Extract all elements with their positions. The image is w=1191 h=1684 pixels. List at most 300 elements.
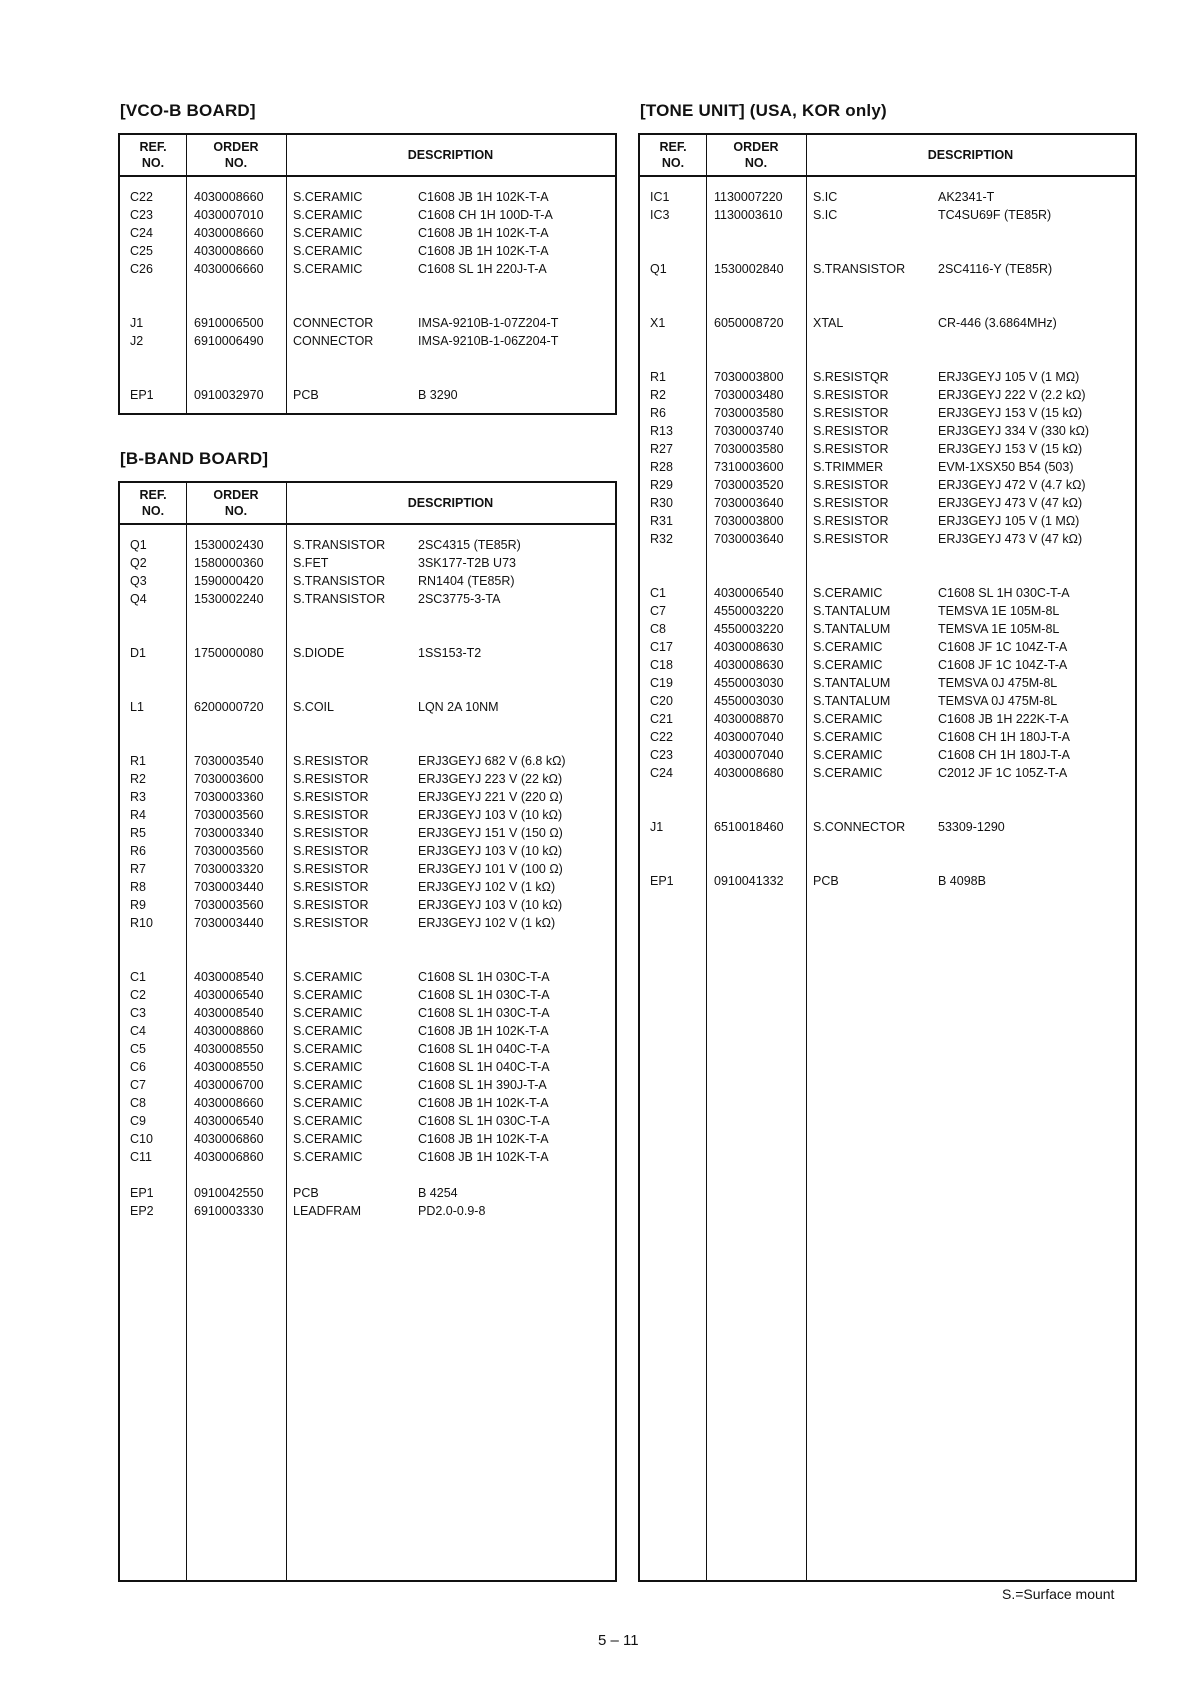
row-spacer	[640, 332, 1135, 350]
part-number: 2SC4315 (TE85R)	[418, 538, 521, 552]
ref-no: C24	[130, 226, 153, 240]
part-type: S.RESISTOR	[813, 388, 889, 402]
part-number: TC4SU69F (TE85R)	[938, 208, 1052, 222]
tone-unit-table	[638, 133, 1137, 1582]
ref-no: C18	[650, 658, 673, 672]
part-type: S.RESISTOR	[293, 808, 369, 822]
ref-no: J1	[650, 820, 664, 834]
row-spacer	[120, 350, 615, 368]
part-type: S.TRANSISTOR	[293, 538, 386, 552]
part-number: TEMSVA 1E 105M-8L	[938, 622, 1060, 636]
table-body	[640, 188, 1135, 890]
ref-no: R1	[650, 370, 666, 384]
part-row	[640, 314, 1135, 332]
ref-no: C26	[130, 262, 153, 276]
header-ref	[120, 483, 186, 523]
part-row	[120, 554, 615, 572]
part-number: ERJ3GEYJ 153 V (15 kΩ)	[938, 406, 1083, 420]
part-type: S.RESISTOR	[813, 532, 889, 546]
row-spacer	[640, 854, 1135, 872]
part-number: CR-446 (3.6864MHz)	[938, 316, 1057, 330]
part-number: LQN 2A 10NM	[418, 700, 499, 714]
ref-no: C7	[650, 604, 666, 618]
part-number: ERJ3GEYJ 103 V (10 kΩ)	[418, 808, 563, 822]
part-row	[640, 260, 1135, 278]
ref-no: C4	[130, 1024, 146, 1038]
part-number: EVM-1XSX50 B54 (503)	[938, 460, 1074, 474]
part-type: S.CERAMIC	[813, 730, 883, 744]
part-row	[640, 764, 1135, 782]
order-no: 7030003640	[714, 532, 784, 546]
ref-no: C24	[650, 766, 673, 780]
bband-board-heading: [B-BAND BOARD]	[120, 449, 269, 468]
ref-no: Q2	[130, 556, 147, 570]
tone-unit-title: [TONE UNIT]	[640, 101, 745, 120]
header-order-line1: ORDER	[213, 488, 259, 502]
order-no: 4030008860	[194, 1024, 264, 1038]
part-number: 2SC3775-3-TA	[418, 592, 501, 606]
ref-no: R6	[130, 844, 146, 858]
part-row	[640, 818, 1135, 836]
header-order-line2: NO.	[744, 156, 768, 170]
part-type: S.CERAMIC	[293, 244, 363, 258]
part-row	[120, 878, 615, 896]
part-type: S.CERAMIC	[293, 1096, 363, 1110]
ref-no: C10	[130, 1132, 153, 1146]
ref-no: C3	[130, 1006, 146, 1020]
part-type: S.TRIMMER	[813, 460, 884, 474]
part-type: S.CERAMIC	[293, 1006, 363, 1020]
header-order-line2: NO.	[224, 156, 248, 170]
part-type: S.RESISTOR	[293, 826, 369, 840]
part-number: C1608 JB 1H 102K-T-A	[418, 226, 549, 240]
part-row	[120, 1202, 615, 1220]
order-no: 1530002840	[714, 262, 784, 276]
part-type: S.CERAMIC	[293, 262, 363, 276]
order-no: 1590000420	[194, 574, 264, 588]
part-row	[640, 494, 1135, 512]
table-header	[120, 483, 615, 525]
part-number: ERJ3GEYJ 105 V (1 MΩ)	[938, 370, 1080, 384]
part-number: C1608 CH 1H 180J-T-A	[938, 730, 1071, 744]
order-no: 7030003520	[714, 478, 784, 492]
order-no: 1580000360	[194, 556, 264, 570]
part-row	[120, 914, 615, 932]
ref-no: EP1	[130, 388, 154, 402]
ref-no: C6	[130, 1060, 146, 1074]
part-number: ERJ3GEYJ 105 V (1 MΩ)	[938, 514, 1080, 528]
part-number: C1608 JB 1H 102K-T-A	[418, 190, 549, 204]
row-spacer	[120, 932, 615, 950]
part-row	[120, 788, 615, 806]
ref-no: R28	[650, 460, 673, 474]
order-no: 4030008550	[194, 1060, 264, 1074]
part-type: S.RESISTOR	[813, 478, 889, 492]
row-spacer	[640, 836, 1135, 854]
part-row	[120, 986, 615, 1004]
part-row	[640, 638, 1135, 656]
part-type: S.RESISTOR	[813, 424, 889, 438]
part-number: 2SC4116-Y (TE85R)	[938, 262, 1053, 276]
order-no: 0910041332	[714, 874, 784, 888]
part-row	[120, 536, 615, 554]
part-row	[640, 368, 1135, 386]
vco-board-heading: [VCO-B BOARD]	[120, 101, 256, 120]
part-row	[120, 206, 615, 224]
header-ref-line2: NO.	[661, 156, 685, 170]
header-description: DESCRIPTION	[927, 148, 1014, 162]
part-row	[640, 458, 1135, 476]
order-no: 7030003560	[194, 844, 264, 858]
part-number: C1608 SL 1H 030C-T-A	[418, 1006, 550, 1020]
ref-no: C23	[130, 208, 153, 222]
part-row	[640, 872, 1135, 890]
header-order	[186, 135, 286, 175]
page-number: 5 – 11	[598, 1632, 639, 1649]
row-spacer	[120, 608, 615, 626]
part-number: C1608 CH 1H 180J-T-A	[938, 748, 1071, 762]
part-row	[640, 728, 1135, 746]
part-type: S.FET	[293, 556, 329, 570]
ref-no: EP2	[130, 1204, 154, 1218]
part-type: XTAL	[813, 316, 844, 330]
ref-no: R27	[650, 442, 673, 456]
order-no: 7310003600	[714, 460, 784, 474]
row-spacer	[640, 350, 1135, 368]
header-ref-line1: REF.	[659, 140, 687, 154]
order-no: 4030008660	[194, 1096, 264, 1110]
order-no: 6910003330	[194, 1204, 264, 1218]
part-number: ERJ3GEYJ 101 V (100 Ω)	[418, 862, 563, 876]
part-number: C1608 CH 1H 100D-T-A	[418, 208, 553, 222]
part-type: S.DIODE	[293, 646, 345, 660]
header-description: DESCRIPTION	[407, 496, 494, 510]
order-no: 4030006540	[194, 1114, 264, 1128]
part-number: ERJ3GEYJ 222 V (2.2 kΩ)	[938, 388, 1086, 402]
order-no: 0910032970	[194, 388, 264, 402]
ref-no: R31	[650, 514, 673, 528]
ref-no: C5	[130, 1042, 146, 1056]
part-type: S.CERAMIC	[293, 208, 363, 222]
part-row	[640, 692, 1135, 710]
part-type: CONNECTOR	[293, 334, 374, 348]
ref-no: X1	[650, 316, 666, 330]
order-no: 1130007220	[714, 190, 783, 204]
part-number: C1608 JF 1C 104Z-T-A	[938, 640, 1068, 654]
ref-no: C8	[650, 622, 666, 636]
ref-no: R3	[130, 790, 146, 804]
order-no: 4030008540	[194, 1006, 264, 1020]
order-no: 7030003340	[194, 826, 264, 840]
row-spacer	[120, 368, 615, 386]
ref-no: R7	[130, 862, 146, 876]
part-row	[640, 512, 1135, 530]
row-spacer	[640, 278, 1135, 296]
part-number: TEMSVA 1E 105M-8L	[938, 604, 1060, 618]
order-no: 7030003360	[194, 790, 264, 804]
part-number: C1608 JB 1H 102K-T-A	[418, 244, 549, 258]
part-type: S.RESISTOR	[293, 898, 369, 912]
part-row	[120, 1094, 615, 1112]
table-body	[120, 536, 615, 1220]
part-number: ERJ3GEYJ 473 V (47 kΩ)	[938, 532, 1083, 546]
ref-no: R29	[650, 478, 673, 492]
order-no: 4030007010	[194, 208, 264, 222]
ref-no: R10	[130, 916, 153, 930]
part-row	[640, 404, 1135, 422]
ref-no: C21	[650, 712, 673, 726]
order-no: 7030003440	[194, 880, 264, 894]
order-no: 6200000720	[194, 700, 264, 714]
part-row	[120, 1112, 615, 1130]
order-no: 7030003740	[714, 424, 784, 438]
part-row	[640, 386, 1135, 404]
part-type: S.CERAMIC	[813, 712, 883, 726]
order-no: 4550003030	[714, 676, 784, 690]
part-number: IMSA-9210B-1-06Z204-T	[418, 334, 559, 348]
part-type: S.CERAMIC	[293, 1042, 363, 1056]
part-type: S.CERAMIC	[293, 1078, 363, 1092]
order-no: 6910006490	[194, 334, 264, 348]
ref-no: EP1	[130, 1186, 154, 1200]
ref-no: C20	[650, 694, 673, 708]
order-no: 4030008680	[714, 766, 784, 780]
part-row	[640, 188, 1135, 206]
part-number: TEMSVA 0J 475M-8L	[938, 694, 1058, 708]
part-type: S.CERAMIC	[293, 190, 363, 204]
part-type: S.IC	[813, 208, 838, 222]
part-row	[120, 386, 615, 404]
header-ref-line1: REF.	[139, 140, 167, 154]
part-number: ERJ3GEYJ 103 V (10 kΩ)	[418, 844, 563, 858]
ref-no: C2	[130, 988, 146, 1002]
ref-no: C1	[130, 970, 146, 984]
order-no: 4030006700	[194, 1078, 264, 1092]
part-number: C1608 JB 1H 222K-T-A	[938, 712, 1069, 726]
part-type: LEADFRAM	[293, 1204, 362, 1218]
ref-no: R8	[130, 880, 146, 894]
order-no: 7030003800	[714, 514, 784, 528]
order-no: 1130003610	[714, 208, 783, 222]
part-type: S.TRANSISTOR	[293, 574, 386, 588]
header-order	[186, 483, 286, 523]
header-ref-line2: NO.	[141, 156, 165, 170]
part-number: C1608 JB 1H 102K-T-A	[418, 1024, 549, 1038]
part-number: C1608 SL 1H 030C-T-A	[418, 988, 550, 1002]
ref-no: C25	[130, 244, 153, 258]
part-type: S.RESISTOR	[293, 916, 369, 930]
ref-no: C8	[130, 1096, 146, 1110]
order-no: 4030008660	[194, 226, 264, 240]
part-row	[640, 206, 1135, 224]
row-spacer	[120, 278, 615, 296]
ref-no: IC3	[650, 208, 670, 222]
part-number: B 3290	[418, 388, 458, 402]
ref-no: C11	[130, 1150, 153, 1164]
bband-board-table	[118, 481, 617, 1582]
part-number: ERJ3GEYJ 103 V (10 kΩ)	[418, 898, 563, 912]
ref-no: R32	[650, 532, 673, 546]
part-type: S.CONNECTOR	[813, 820, 906, 834]
ref-no: C9	[130, 1114, 146, 1128]
footnote: S.=Surface mount	[1002, 1586, 1115, 1602]
part-type: S.CERAMIC	[293, 1024, 363, 1038]
part-number: C1608 SL 1H 220J-T-A	[418, 262, 547, 276]
order-no: 7030003800	[714, 370, 784, 384]
part-number: ERJ3GEYJ 221 V (220 Ω)	[418, 790, 563, 804]
part-row	[120, 644, 615, 662]
part-row	[640, 746, 1135, 764]
part-type: S.COIL	[293, 700, 334, 714]
part-row	[120, 806, 615, 824]
order-no: 7030003320	[194, 862, 264, 876]
part-type: S.RESISTOR	[293, 844, 369, 858]
part-row	[640, 620, 1135, 638]
header-order-line1: ORDER	[733, 140, 779, 154]
part-type: S.RESISTOR	[813, 442, 889, 456]
order-no: 7030003580	[714, 406, 784, 420]
part-row	[120, 590, 615, 608]
part-row	[120, 1058, 615, 1076]
table-header	[120, 135, 615, 177]
order-no: 4550003030	[714, 694, 784, 708]
header-ref	[120, 135, 186, 175]
part-type: S.CERAMIC	[293, 1150, 363, 1164]
part-number: B 4254	[418, 1186, 458, 1200]
ref-no: C22	[650, 730, 673, 744]
part-row	[640, 602, 1135, 620]
order-no: 4030006860	[194, 1132, 264, 1146]
ref-no: C22	[130, 190, 153, 204]
header-ref-line1: REF.	[139, 488, 167, 502]
order-no: 7030003560	[194, 898, 264, 912]
order-no: 0910042550	[194, 1186, 264, 1200]
table-body	[120, 188, 615, 404]
ref-no: R6	[650, 406, 666, 420]
part-type: S.CERAMIC	[813, 640, 883, 654]
part-type: S.TANTALUM	[813, 676, 891, 690]
ref-no: D1	[130, 646, 146, 660]
ref-no: R2	[650, 388, 666, 402]
part-type: S.CERAMIC	[293, 1060, 363, 1074]
row-spacer	[120, 950, 615, 968]
part-number: TEMSVA 0J 475M-8L	[938, 676, 1058, 690]
table-header	[640, 135, 1135, 177]
row-spacer	[120, 734, 615, 752]
row-spacer	[120, 680, 615, 698]
part-type: S.CERAMIC	[813, 586, 883, 600]
part-number: ERJ3GEYJ 102 V (1 kΩ)	[418, 916, 556, 930]
part-type: PCB	[293, 388, 319, 402]
order-no: 4030008630	[714, 640, 784, 654]
part-number: C1608 SL 1H 030C-T-A	[938, 586, 1070, 600]
ref-no: R30	[650, 496, 673, 510]
part-row	[640, 440, 1135, 458]
header-order-line1: ORDER	[213, 140, 259, 154]
part-type: S.CERAMIC	[293, 226, 363, 240]
ref-no: C17	[650, 640, 673, 654]
part-row	[120, 1022, 615, 1040]
part-type: S.CERAMIC	[293, 988, 363, 1002]
order-no: 4030008660	[194, 190, 264, 204]
part-number: B 4098B	[938, 874, 986, 888]
part-type: S.RESISTOR	[813, 406, 889, 420]
vco-board-table	[118, 133, 617, 415]
ref-no: J2	[130, 334, 144, 348]
order-no: 6510018460	[714, 820, 784, 834]
ref-no: EP1	[650, 874, 674, 888]
ref-no: C23	[650, 748, 673, 762]
part-type: S.CERAMIC	[293, 970, 363, 984]
part-type: S.CERAMIC	[813, 658, 883, 672]
row-spacer	[640, 782, 1135, 800]
part-type: S.CERAMIC	[293, 1114, 363, 1128]
order-no: 1750000080	[194, 646, 264, 660]
ref-no: IC1	[650, 190, 670, 204]
part-row	[120, 572, 615, 590]
part-number: C1608 SL 1H 040C-T-A	[418, 1042, 550, 1056]
part-row	[120, 332, 615, 350]
header-ref	[640, 135, 706, 175]
part-row	[120, 1004, 615, 1022]
part-number: C1608 JF 1C 104Z-T-A	[938, 658, 1068, 672]
part-number: C1608 SL 1H 030C-T-A	[418, 1114, 550, 1128]
part-row	[120, 188, 615, 206]
row-spacer	[640, 800, 1135, 818]
part-type: S.RESISTOR	[293, 790, 369, 804]
part-type: S.RESISTOR	[293, 880, 369, 894]
part-type: S.CERAMIC	[813, 748, 883, 762]
part-number: C1608 JB 1H 102K-T-A	[418, 1132, 549, 1146]
order-no: 4030006660	[194, 262, 264, 276]
part-number: C1608 SL 1H 030C-T-A	[418, 970, 550, 984]
row-spacer	[640, 242, 1135, 260]
part-number: ERJ3GEYJ 151 V (150 Ω)	[418, 826, 563, 840]
row-spacer	[120, 662, 615, 680]
ref-no: R5	[130, 826, 146, 840]
row-spacer	[640, 566, 1135, 584]
ref-no: C7	[130, 1078, 146, 1092]
part-type: S.RESISTOR	[293, 754, 369, 768]
part-row	[120, 1040, 615, 1058]
part-row	[120, 842, 615, 860]
header-order-line2: NO.	[224, 504, 248, 518]
part-type: PCB	[813, 874, 839, 888]
header-description: DESCRIPTION	[407, 148, 494, 162]
part-row	[640, 422, 1135, 440]
part-number: C1608 SL 1H 040C-T-A	[418, 1060, 550, 1074]
order-no: 1530002240	[194, 592, 264, 606]
ref-no: R13	[650, 424, 673, 438]
ref-no: Q1	[130, 538, 147, 552]
part-number: 3SK177-T2B U73	[418, 556, 516, 570]
part-type: S.RESISTOR	[813, 514, 889, 528]
part-row	[120, 824, 615, 842]
order-no: 4030007040	[714, 748, 784, 762]
part-row	[640, 584, 1135, 602]
part-number: 1SS153-T2	[418, 646, 482, 660]
order-no: 4030008870	[714, 712, 784, 726]
part-type: S.CERAMIC	[813, 766, 883, 780]
part-row	[640, 656, 1135, 674]
tone-unit-subtitle: (USA, KOR only)	[749, 101, 887, 120]
part-row	[120, 896, 615, 914]
ref-no: R1	[130, 754, 146, 768]
order-no: 4550003220	[714, 604, 784, 618]
order-no: 7030003480	[714, 388, 784, 402]
part-row	[120, 1148, 615, 1166]
order-no: 7030003560	[194, 808, 264, 822]
